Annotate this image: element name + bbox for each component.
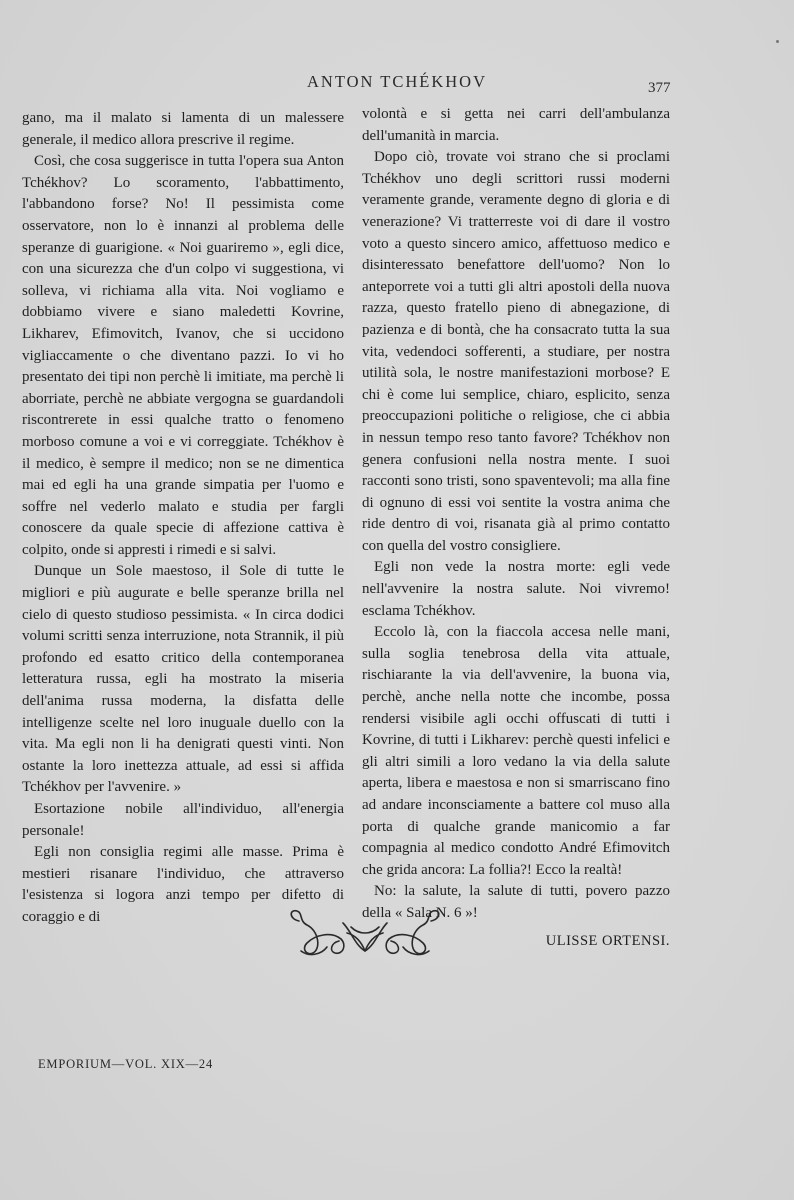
paragraph: Così, che cosa suggerisce in tutta l'opera sua Anton Tchékhov? Lo scoramento, l'abbattimento, l'abbandono forse? No! Il pessimista come osservatore, non lo è innanzi al problema delle speranze di guarigione. « Noi guariremo », egli dice, con una sicurezza che d'un colpo vi suggestiona, vi solleva, vi richiama alla vita. Noi vogliamo e dobbiamo vivere e siano maledetti Kovrine, Likharev, Efimovitch, Ivanov, che si uccidono vigliaccamente o che diventano pazzi. Io vi ho presentato dei tipi non perchè li imitiate, ma perchè li aborriate, perchè ne abbiate vergogna se guardandoli riscontrerete in essi qualche tratto o fenomeno morboso comune a voi e vi correggiate. Tchékhov è il medico, è sempre il medico; non se ne dimentica mai ed egli ha una grande simpatia per l'uomo e soffre nel vederlo malato e studia per fargli conoscere da quale specie di affezione cattiva è colpito, onde si appresti i rimedi e si salvi.	[22, 153, 344, 558]
paragraph: Dunque un Sole maestoso, il Sole di tutte le migliori e più augurate e belle speranze brilla nel cielo di questo studioso pessimista. « In circa dodici volumi scritti senza interruzione, nota Strannik, il più profondo ed esatto critico della contemporanea letteratura russa, egli ha mostrato la miseria dell'anima russa moderna, la disfatta delle intelligenze scelte nel loro inuguale duello con la vita. Ma egli non li ha denigrati questi vinti. Non ostante la loro inettezza attuale, ad essi si affida Tchékhov per l'avvenire. »	[22, 563, 344, 796]
paragraph: gano, ma il malato si lamenta di un malessere generale, il medico allora prescrive il regime.	[22, 110, 344, 148]
left-column	[22, 108, 344, 929]
paragraph: No: la salute, la salute di tutti, povero pazzo della « Sala N. 6 »!	[362, 883, 670, 921]
running-title: ANTON TCHÉKHOV	[306, 72, 487, 91]
paper-speck	[776, 40, 779, 43]
paragraph: Egli non consiglia regimi alle masse. Prima è mestieri risanare l'individuo, che attraverso l'esistenza si logora anzi tempo per difetto di coraggio e di	[22, 844, 344, 925]
paragraph: Egli non vede la nostra morte: egli vede nell'avvenire la nostra salute. Noi vivremo! esclama Tchékhov.	[362, 559, 670, 619]
journal-footer: EMPORIUM—VOL. XIX—24	[38, 1057, 214, 1071]
right-column	[362, 104, 670, 952]
page-number: 377	[648, 80, 671, 96]
author-signature: ULISSE ORTENSI.	[545, 932, 670, 949]
decorative-ornament-icon	[285, 905, 445, 965]
paragraph: Eccolo là, con la fiaccola accesa nelle mani, sulla soglia tenebrosa della vita attuale, rischiarante la via dell'avvenire, la buona via, perchè, anche nella notte che incombe, possa rendersi visibile agli occhi offuscati di tutti i Kovrine, di tutti i Likharev: perchè questi infelici e gli altri simili a loro vedano la via della salute aperta, libera e maestosa e non si smarriscano fino ad andare inconsciamente a battere col muso alla porta di qualche grande manicomio a far compagnia al medico condotto André Efimovitch che grida ancora: La follia?! Ecco la realtà!	[362, 624, 670, 878]
paragraph: Esortazione nobile all'individuo, all'energia personale!	[22, 801, 344, 839]
paragraph: Dopo ciò, trovate voi strano che si proclami Tchékhov uno degli scrittori russi moderni veramente grande, veramente degno di gloria e di venerazione? Vi tratterreste voi di dare il vostro voto a questo sincero amico, affettuoso medico e disinteressato benefattore dell'uomo? Non lo anteporrete voi a tutti gli altri apostoli della nuova razza, questo fratello pieno di abnegazione, di pazienza e di bontà, che ha consacrato tutta la sua vita, vedendoci sofferenti, a studiare, per nostra utilità sola, le nostre manifestazioni morbose? E chi è come lui semplice, chiaro, esplicito, senza preoccupazioni politiche o religiose, che ci abbia in nessun tempo reso tanto favore? Tchékhov non genera confusioni nella nostra mente. I suoi racconti sono tristi, sono spaventevoli; ma alla fine di ognuno di essi voi sentite la vostra anima che ride dentro di voi, risanata già al primo contatto con quella del vostro consigliere.	[362, 149, 670, 554]
paragraph: volontà e si getta nei carri dell'ambulanza dell'umanità in marcia.	[362, 106, 670, 144]
